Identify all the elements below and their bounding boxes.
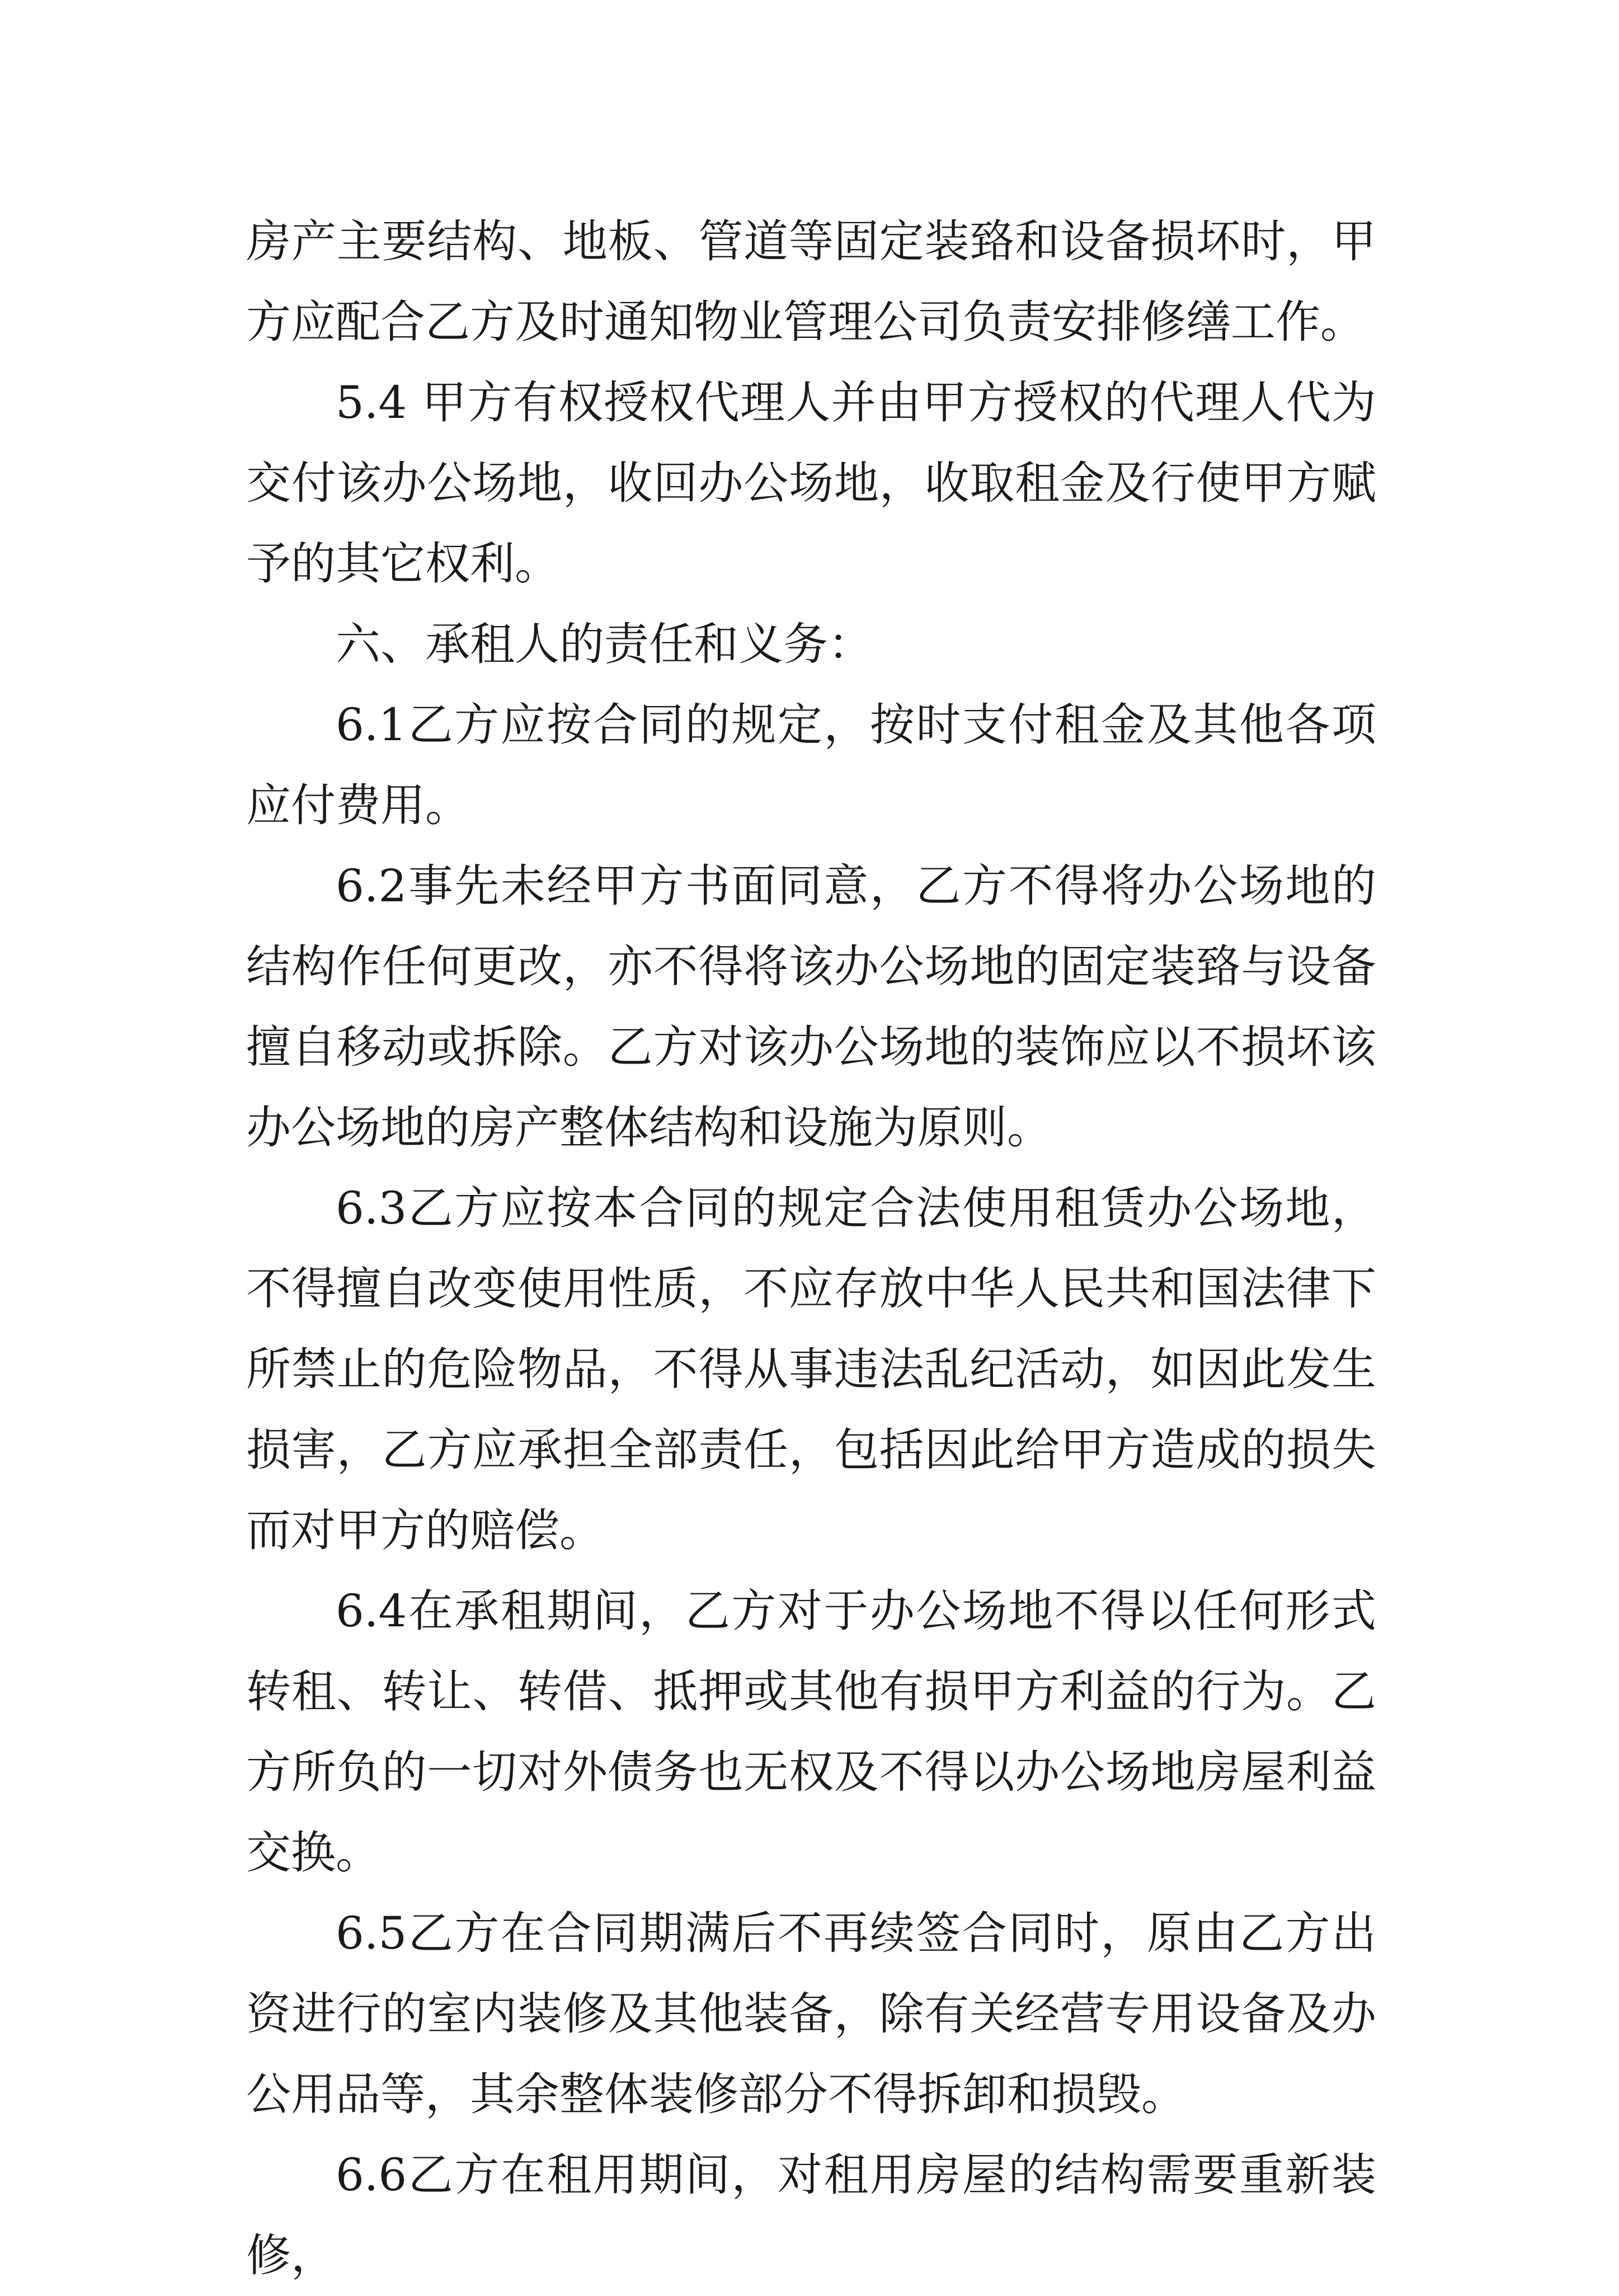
paragraph-6-3: 6.3乙方应按本合同的规定合法使用租赁办公场地，不得擅自改变使用性质，不应存放中华人民共和国法律下所禁止的危险物品，不得从事违法乱纪活动，如因此发生损害，乙方应承担全部责任，包括因此给甲方造成的损失而对甲方的赔偿。 bbox=[246, 1182, 1376, 1556]
paragraph-continuation: 房产主要结构、地板、管道等固定装臵和设备损坏时，甲方应配合乙方及时通知物业管理公司负责安排修缮工作。 bbox=[246, 215, 1376, 348]
section-heading-tenant-duties: 六、承租人的责任和义务： bbox=[336, 618, 873, 670]
paragraph-6-5: 6.5乙方在合同期满后不再续签合同时，原由乙方出资进行的室内装修及其他装备，除有关经营专用设备及办公用品等，其余整体装修部分不得拆卸和损毁。 bbox=[246, 1907, 1376, 2120]
document-body bbox=[246, 201, 1376, 2296]
paragraph-6-2: 6.2事先未经甲方书面同意，乙方不得将办公场地的结构作任何更改，亦不得将该办公场地的固定装臵与设备擅自移动或拆除。乙方对该办公场地的装饰应以不损坏该办公场地的房产整体结构和设施为原则。 bbox=[246, 860, 1376, 1154]
paragraph-6-6: 6.6乙方在租用期间，对租用房屋的结构需要重新装修， bbox=[246, 2149, 1376, 2281]
paragraph-6-1: 6.1乙方应按合同的规定，按时支付租金及其他各项应付费用。 bbox=[246, 699, 1376, 831]
paragraph-6-4: 6.4在承租期间，乙方对于办公场地不得以任何形式转租、转让、转借、抵押或其他有损甲方利益的行为。乙方所负的一切对外债务也无权及不得以办公场地房屋利益交换。 bbox=[246, 1585, 1376, 1879]
paragraph-5-4: 5.4 甲方有权授权代理人并由甲方授权的代理人代为交付该办公场地，收回办公场地，收取租金及行使甲方赋予的其它权利。 bbox=[246, 377, 1376, 590]
